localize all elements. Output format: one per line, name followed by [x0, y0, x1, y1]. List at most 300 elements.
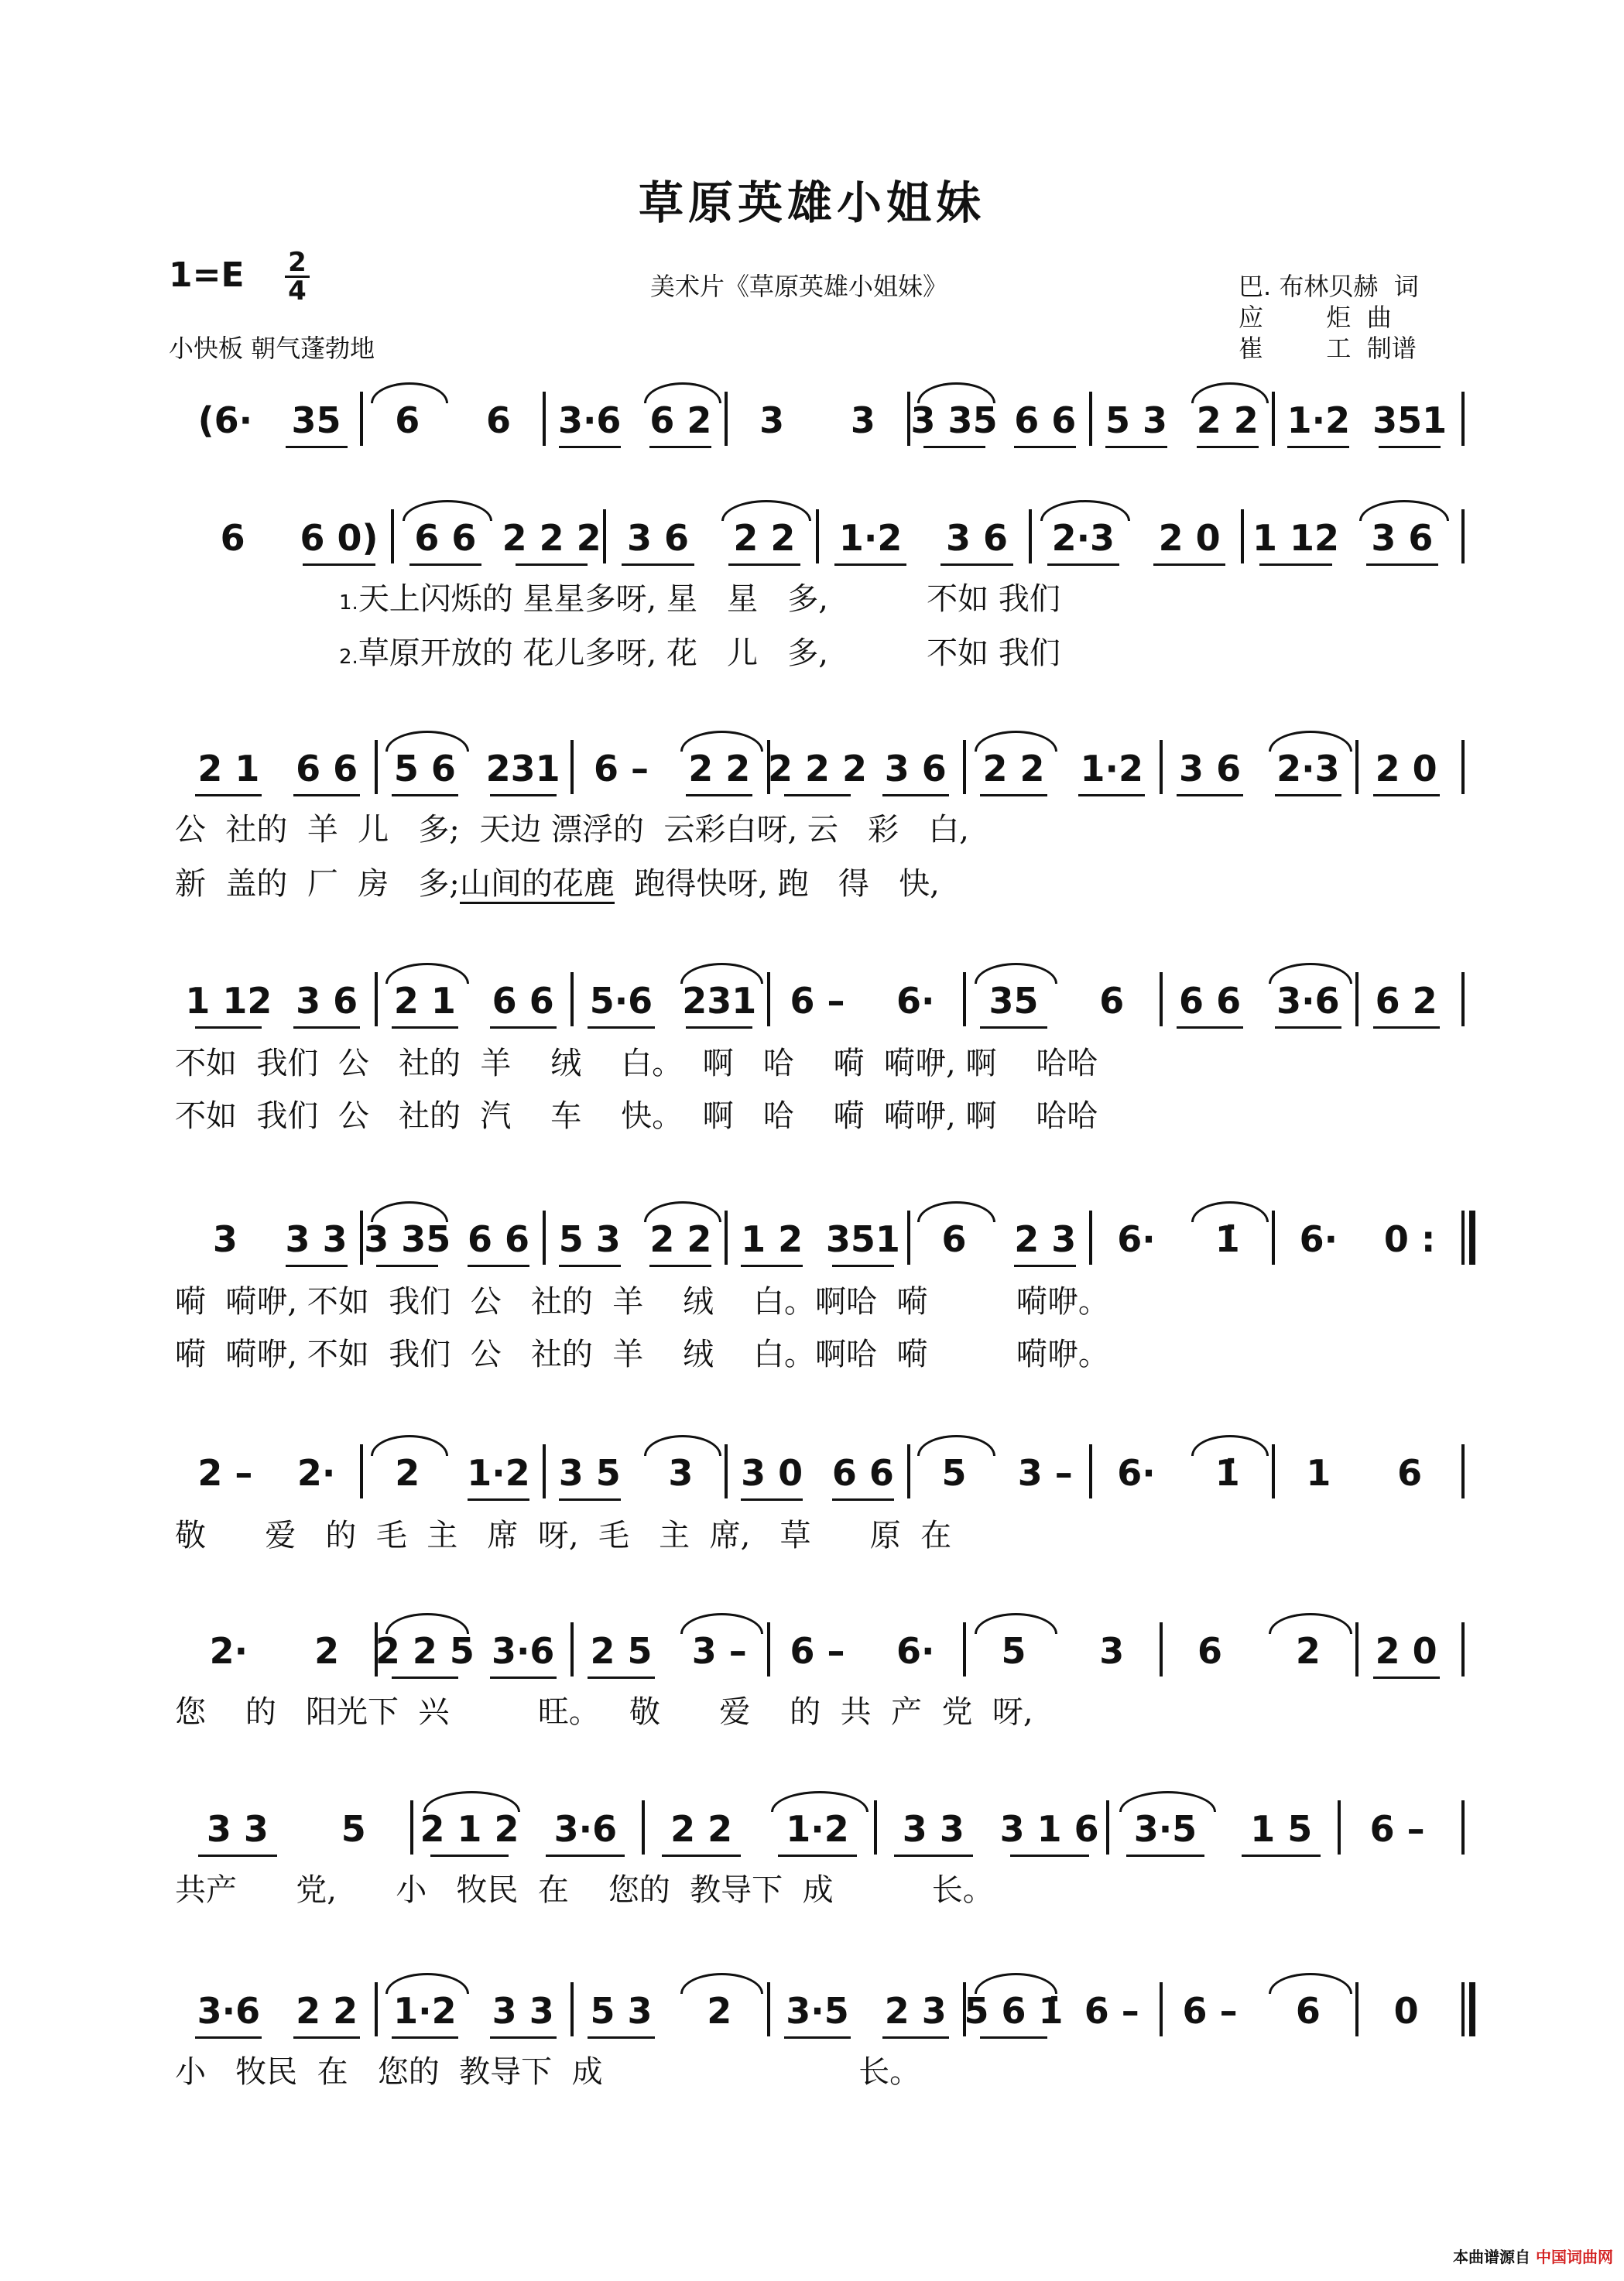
note-group: 3 6 — [1371, 517, 1434, 559]
beam-line — [286, 1265, 348, 1267]
slur-arc — [975, 1973, 1057, 1994]
beam-line — [1373, 794, 1440, 796]
note-group: 6 — [395, 399, 420, 441]
note-group: 3 — [1099, 1630, 1125, 1672]
bar-line — [360, 1444, 363, 1498]
note-group: 3 0 — [741, 1452, 803, 1494]
slur-arc — [680, 963, 763, 984]
bar-line — [360, 1211, 363, 1265]
slur-arc — [644, 1435, 721, 1456]
bar-line — [725, 1444, 728, 1498]
bar-line-end — [1461, 1211, 1465, 1265]
bar-line — [1089, 1444, 1092, 1498]
note-group: 2 0 — [1375, 1630, 1437, 1672]
lyric-text-after: 跑得快呀, 跑 得 快, — [614, 866, 940, 902]
beam-line — [1366, 563, 1438, 566]
note-group: 3 – — [691, 1630, 747, 1672]
note-group: 6· — [1117, 1218, 1156, 1260]
lyric-line — [175, 1873, 994, 1907]
beam-line — [293, 1026, 360, 1029]
note-group: 6 – — [1182, 1990, 1238, 2032]
note-group: 1 5 — [1250, 1808, 1313, 1850]
beam-line — [741, 1498, 803, 1501]
slur-arc — [403, 500, 492, 521]
note-group: 6 6 — [414, 517, 477, 559]
composer-credit: 应 炬 曲 — [1239, 303, 1392, 332]
bar-line — [1338, 1800, 1341, 1855]
slur-arc — [975, 731, 1057, 752]
slur-arc — [975, 1613, 1057, 1634]
beam-line — [728, 563, 800, 566]
note-group: 3·6 — [197, 1990, 261, 2032]
beam-line — [409, 563, 481, 566]
note-group: 2 – — [197, 1452, 253, 1494]
beam-line — [198, 1855, 277, 1857]
lyric-underlined: 山间的花鹿 — [460, 866, 615, 904]
beam-line — [286, 446, 348, 448]
time-signature-bottom: 4 — [288, 276, 307, 307]
bar-line — [1272, 1211, 1275, 1265]
note-group: 6 6 — [492, 980, 554, 1022]
slur-arc — [975, 963, 1057, 984]
slur-arc — [371, 1435, 448, 1456]
beam-line — [832, 1498, 894, 1501]
bar-line-end — [1461, 1622, 1465, 1677]
beam-line — [1177, 1026, 1243, 1029]
verse-number: 2. — [339, 646, 358, 669]
note-group: 231 — [682, 980, 757, 1022]
note-group: 2 1 — [393, 980, 456, 1022]
slur-arc — [371, 382, 448, 403]
note-group: 3 6 — [1179, 748, 1242, 789]
beam-line — [376, 1265, 438, 1267]
bar-line — [1160, 1982, 1163, 2036]
bar-line — [767, 1622, 770, 1677]
slur-arc — [1359, 500, 1449, 521]
lyric-text: 草原开放的 花儿多呀, 花 儿 多, 不如 我们 — [358, 635, 1060, 671]
note-group: 2· — [296, 1452, 336, 1494]
note-group: 0 : — [1383, 1218, 1436, 1260]
note-group: 6 – — [1084, 1990, 1139, 2032]
slur-arc — [917, 1435, 995, 1456]
bar-line-end — [1461, 1800, 1465, 1855]
beam-line — [882, 794, 949, 796]
bar-line — [1272, 1444, 1275, 1498]
lyric-line — [175, 1519, 951, 1553]
lyric-text: 新 盖的 厂 房 多; — [175, 866, 460, 902]
lyric-line — [175, 1046, 1098, 1081]
beam-line — [778, 1855, 857, 1857]
slur-arc — [1269, 963, 1352, 984]
lyric-line — [339, 582, 1060, 620]
bar-line — [1160, 740, 1163, 794]
note-group: 5 — [1001, 1630, 1026, 1672]
beam-line — [980, 1026, 1047, 1029]
note-group: 2 2 2 — [502, 517, 601, 559]
slur-arc — [680, 731, 763, 752]
lyric-line — [175, 867, 940, 901]
side-watermark-right — [1612, 0, 1622, 2281]
bar-line — [963, 1622, 966, 1677]
bar-line — [375, 740, 378, 794]
beam-line — [588, 1026, 654, 1029]
bar-line-end — [1461, 392, 1465, 446]
side-watermark-left — [2, 0, 12, 2281]
note-group: 3 3 — [206, 1808, 269, 1850]
bar-line — [907, 1444, 910, 1498]
bar-line — [391, 509, 394, 563]
note-group: 3 – — [1017, 1452, 1073, 1494]
note-group: 2 2 — [296, 1990, 358, 2032]
slur-arc — [917, 1201, 995, 1222]
beam-line — [195, 2036, 262, 2039]
note-group: 6 6 — [296, 748, 358, 789]
note-group: 35 — [291, 399, 341, 441]
lyric-text: 不如 我们 公 社的 羊 绒 白。 啊 哈 嗬 嗬咿, 啊 哈哈 — [175, 1046, 1098, 1081]
footer-site: 中国词曲网 — [1536, 2248, 1613, 2266]
note-group: 2·3 — [1276, 748, 1340, 789]
note-group: 2· — [209, 1630, 248, 1672]
note-group: 3 3 — [492, 1990, 554, 2032]
note-group: 6 — [220, 517, 245, 559]
note-group: 1·2 — [467, 1452, 530, 1494]
beam-line — [1126, 1855, 1205, 1857]
slur-arc — [1191, 1201, 1269, 1222]
beam-line — [195, 794, 262, 796]
beam-line — [1242, 1855, 1321, 1857]
bar-line — [410, 1800, 413, 1855]
bar-line — [360, 392, 363, 446]
slur-arc — [1040, 500, 1130, 521]
bar-line — [1355, 740, 1358, 794]
beam-line — [392, 794, 458, 796]
beam-line — [649, 446, 711, 448]
bar-line — [375, 972, 378, 1026]
bar-line — [1160, 1622, 1163, 1677]
beam-line — [1259, 563, 1331, 566]
note-group: 5 6 1̇ — [964, 1990, 1064, 2032]
bar-line — [1089, 392, 1092, 446]
note-group: 6 — [941, 1218, 967, 1260]
beam-line — [784, 2036, 851, 2039]
note-group: 6 6 — [831, 1452, 894, 1494]
beam-line — [1197, 446, 1259, 448]
bar-line — [1106, 1800, 1109, 1855]
slur-arc — [1269, 1973, 1352, 1994]
note-group: 3 6 — [945, 517, 1009, 559]
bar-line — [543, 1211, 546, 1265]
note-group: 1 — [1306, 1452, 1331, 1494]
beam-line — [1010, 1855, 1089, 1857]
bar-line — [907, 1211, 910, 1265]
beam-line — [293, 2036, 360, 2039]
note-group: 231 — [485, 748, 560, 789]
note-group: 35 — [988, 980, 1039, 1022]
bar-line-final — [1469, 1982, 1475, 2036]
bar-line — [570, 1622, 574, 1677]
bar-line — [1272, 392, 1275, 446]
note-group: 3 — [668, 1452, 694, 1494]
beam-line — [980, 2036, 1047, 2039]
bar-line — [963, 740, 966, 794]
note-group: 6 6 — [1179, 980, 1242, 1022]
note-group: 2 1 — [197, 748, 260, 789]
slur-arc — [385, 731, 468, 752]
lyric-text: 小 牧民 在 您的 教导下 成 长。 — [175, 2054, 921, 2090]
note-group: 3·6 — [1276, 980, 1340, 1022]
note-group: 3 6 — [296, 980, 358, 1022]
slur-arc — [680, 1613, 763, 1634]
beam-line — [1287, 446, 1349, 448]
beam-line — [430, 1855, 509, 1857]
note-group: 2 0 — [1158, 517, 1221, 559]
note-group: 6· — [896, 980, 935, 1022]
note-group: 6 — [1197, 1630, 1223, 1672]
slur-arc — [644, 1201, 721, 1222]
beam-line — [686, 794, 752, 796]
bar-line — [642, 1800, 645, 1855]
note-group: 5 3 — [590, 1990, 653, 2032]
bar-line — [603, 509, 606, 563]
slur-arc — [1119, 1791, 1217, 1812]
bar-line — [725, 392, 728, 446]
bar-line — [570, 740, 574, 794]
lyricist-credit: 巴. 布林贝赫 词 — [1239, 272, 1419, 301]
note-group: 1·2 — [393, 1990, 457, 2032]
beam-line — [832, 1265, 894, 1267]
note-group: 6 6 — [467, 1218, 530, 1260]
beam-line — [195, 1026, 262, 1029]
beam-line — [468, 1265, 529, 1267]
note-group: 5 3 — [1105, 399, 1168, 441]
slur-arc — [385, 963, 468, 984]
bar-line — [816, 509, 819, 563]
note-group: 3·6 — [553, 1808, 618, 1850]
note-group: 351 — [1372, 399, 1448, 441]
lyric-text: 嗬 嗬咿, 不如 我们 公 社的 羊 绒 白。啊哈 嗬 嗬咿。 — [175, 1337, 1109, 1372]
note-group: (6· — [197, 399, 253, 441]
beam-line — [293, 794, 360, 796]
footer-prefix: 本曲谱源自 — [1453, 2248, 1531, 2266]
bar-line — [725, 1211, 728, 1265]
lyric-text: 敬 爱 的 毛 主 席 呀, 毛 主 席, 草 原 在 — [175, 1518, 952, 1553]
note-group: 2 — [314, 1630, 340, 1672]
bar-line — [1241, 509, 1244, 563]
beam-line — [588, 1677, 654, 1679]
note-group: 2 — [1295, 1630, 1321, 1672]
note-group: 3 — [850, 399, 875, 441]
slur-arc — [385, 1973, 468, 1994]
beam-line — [392, 2036, 458, 2039]
bar-line — [1029, 509, 1032, 563]
note-group: 351 — [825, 1218, 900, 1260]
beam-line — [1014, 1265, 1076, 1267]
beam-line — [784, 794, 851, 796]
beam-line — [1105, 446, 1167, 448]
note-group: 3·6 — [491, 1630, 555, 1672]
beam-line — [490, 794, 557, 796]
note-group: 3 3 — [902, 1808, 964, 1850]
bar-line — [1089, 1211, 1092, 1265]
note-group: 6 6 — [1014, 399, 1077, 441]
note-group: 6 2 — [649, 399, 712, 441]
footer-source — [1453, 2245, 1613, 2267]
slur-arc — [917, 382, 995, 403]
beam-line — [546, 1855, 625, 1857]
bar-line — [543, 1444, 546, 1498]
note-group: 6 — [1295, 1990, 1321, 2032]
arranger-credit: 崔 工 制谱 — [1239, 334, 1417, 363]
beam-line — [1373, 1026, 1440, 1029]
note-group: 3 — [212, 1218, 238, 1260]
note-group: 2 2 — [982, 748, 1045, 789]
lyric-line — [175, 1337, 1109, 1372]
slur-arc — [1191, 382, 1269, 403]
slur-arc — [1269, 731, 1352, 752]
bar-line-end — [1461, 740, 1465, 794]
time-signature — [283, 247, 311, 307]
note-group: 3 35 — [364, 1218, 451, 1260]
note-group: 2 2 — [649, 1218, 712, 1260]
lyric-line — [175, 1695, 1033, 1729]
beam-line — [741, 1265, 803, 1267]
note-group: 6 – — [790, 980, 845, 1022]
slur-arc — [1191, 1435, 1269, 1456]
lyric-text: 公 社的 羊 儿 多; 天边 漂浮的 云彩白呀, 云 彩 白, — [175, 812, 969, 848]
slur-arc — [680, 1973, 763, 1994]
beam-line — [1373, 1677, 1440, 1679]
note-group: 2 1 2 — [420, 1808, 519, 1850]
note-group: 6 – — [593, 748, 649, 789]
note-group: 1 2 — [741, 1218, 803, 1260]
note-group: 2·3 — [1051, 517, 1115, 559]
beam-line — [1014, 446, 1076, 448]
lyric-text: 不如 我们 公 社的 汽 车 快。 啊 哈 嗬 嗬咿, 啊 哈哈 — [175, 1098, 1098, 1134]
lyric-line — [175, 813, 969, 847]
note-group: 6 2 — [1375, 980, 1437, 1022]
lyric-line — [175, 1285, 1109, 1319]
note-group: 3 — [759, 399, 785, 441]
slur-arc — [371, 1201, 448, 1222]
note-group: 1·2 — [786, 1808, 849, 1850]
bar-line — [1160, 972, 1163, 1026]
bar-line — [874, 1800, 877, 1855]
key-signature: 1=E — [169, 255, 245, 295]
note-group: 1·2 — [1080, 748, 1144, 789]
bar-line — [570, 972, 574, 1026]
note-group: 6 — [485, 399, 512, 441]
beam-line — [1379, 446, 1441, 448]
note-group: 3 1 6 — [999, 1808, 1099, 1850]
beam-line — [392, 1026, 458, 1029]
beam-line — [516, 563, 588, 566]
bar-line — [1355, 972, 1358, 1026]
note-group: 6· — [1117, 1452, 1156, 1494]
beam-line — [559, 446, 621, 448]
bar-line — [375, 1982, 378, 2036]
bar-line-end — [1461, 1444, 1465, 1498]
note-group: 5 6 — [393, 748, 456, 789]
bar-line — [767, 1982, 770, 2036]
bar-line-end — [1461, 972, 1465, 1026]
note-group: 3 35 — [910, 399, 998, 441]
note-group: 1̇ — [1215, 1218, 1240, 1260]
beam-line — [1047, 563, 1119, 566]
slur-arc — [721, 500, 811, 521]
note-group: 3·5 — [1133, 1808, 1197, 1850]
note-group: 2 0 — [1375, 748, 1437, 789]
verse-number: 1. — [339, 591, 358, 615]
tempo-marking: 小快板 朝气蓬勃地 — [169, 334, 375, 363]
beam-line — [490, 2036, 557, 2039]
note-group: 5 — [941, 1452, 967, 1494]
beam-line — [1078, 794, 1145, 796]
bar-line — [570, 1982, 574, 2036]
beam-line — [588, 2036, 654, 2039]
beam-line — [1153, 563, 1225, 566]
beam-line — [468, 1498, 529, 1501]
note-group: 2 2 2 — [767, 748, 868, 789]
note-group: 6· — [1299, 1218, 1338, 1260]
beam-line — [923, 446, 985, 448]
bar-line-final — [1469, 1211, 1475, 1265]
note-group: 5 — [341, 1808, 366, 1850]
beam-line — [559, 1265, 621, 1267]
note-group: 3·6 — [557, 399, 622, 441]
beam-line — [303, 563, 375, 566]
lyric-line — [175, 2055, 920, 2089]
subtitle: 美术片《草原英雄小姐妹》 — [650, 272, 948, 301]
note-group: 6 0) — [300, 517, 379, 559]
note-group: 5 3 — [558, 1218, 621, 1260]
beam-line — [882, 2036, 949, 2039]
slur-arc — [385, 1613, 468, 1634]
slur-arc — [771, 1791, 869, 1812]
bar-line — [543, 392, 546, 446]
note-group: 1·2 — [838, 517, 903, 559]
lyric-text: 天上闪烁的 星星多呀, 星 星 多, 不如 我们 — [358, 581, 1060, 617]
note-group: 2 — [395, 1452, 420, 1494]
bar-line — [907, 392, 910, 446]
beam-line — [490, 1677, 557, 1679]
note-group: 1·2 — [1287, 399, 1351, 441]
beam-line — [980, 794, 1047, 796]
note-group: 2 2 — [670, 1808, 733, 1850]
note-group: 3·5 — [786, 1990, 849, 2032]
beam-line — [940, 563, 1012, 566]
song-title: 草原英雄小姐妹 — [638, 176, 985, 229]
beam-line — [649, 1265, 711, 1267]
note-group: 2 2 — [733, 517, 796, 559]
beam-line — [490, 1026, 557, 1029]
note-group: 1 12 — [1252, 517, 1340, 559]
note-group: 3 3 — [285, 1218, 348, 1260]
lyric-line — [339, 636, 1060, 674]
note-group: 2 2 5 — [375, 1630, 475, 1672]
note-group: 3 5 — [558, 1452, 621, 1494]
note-group: 6 – — [1369, 1808, 1425, 1850]
slur-arc — [423, 1791, 521, 1812]
time-signature-top: 2 — [288, 247, 307, 278]
note-group: 2 2 — [688, 748, 751, 789]
bar-line — [1355, 1622, 1358, 1677]
note-group: 6 — [1397, 1452, 1423, 1494]
note-group: 6 – — [790, 1630, 845, 1672]
beam-line — [1177, 794, 1243, 796]
bar-line-end — [1461, 509, 1465, 563]
slur-arc — [644, 382, 721, 403]
note-group: 0 — [1393, 1990, 1419, 2032]
